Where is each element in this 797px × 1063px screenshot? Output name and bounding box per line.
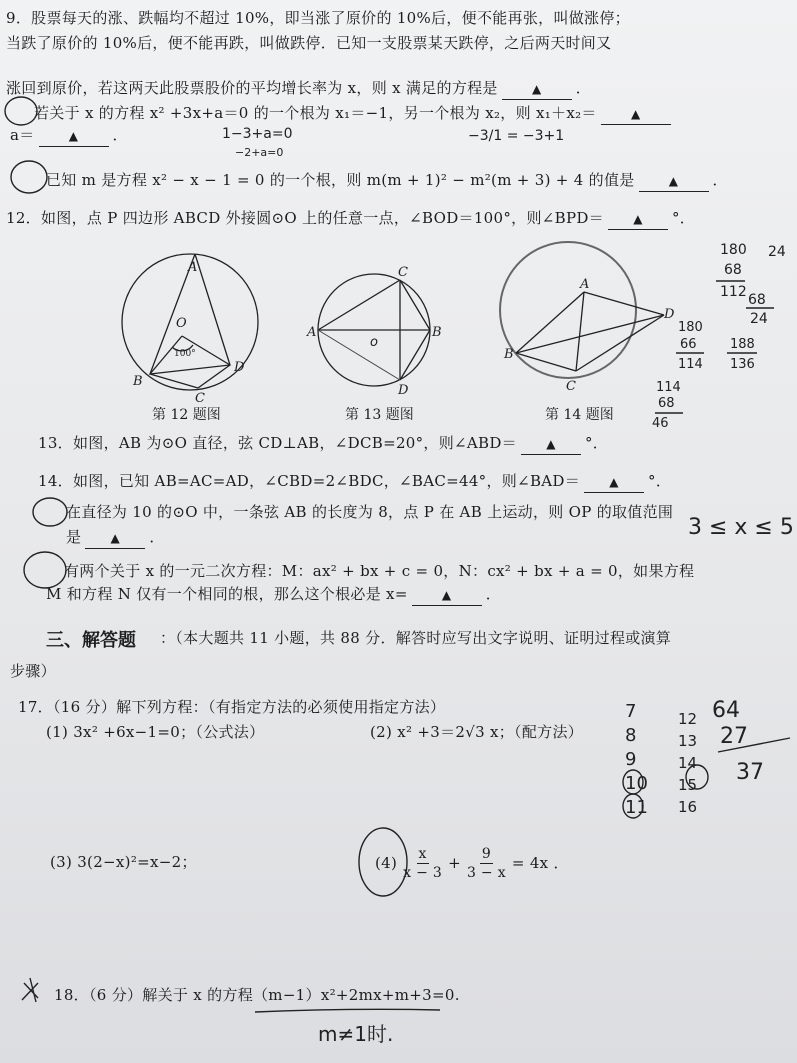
pen-marks	[5, 97, 790, 1012]
hw-list-col1	[625, 700, 648, 820]
blank-mark: ▲	[609, 475, 619, 489]
fig13-ad	[318, 330, 400, 380]
fig13-label-a: A	[307, 325, 317, 340]
q12-text: 12．如图，点 P 四边形 ABCD 外接圆⊙O 上的任意一点，∠BOD＝100°，则∠BPD＝	[6, 209, 604, 227]
fig12-angle-label: 100°	[174, 349, 196, 359]
fig14-label-a: A	[580, 277, 590, 292]
fig12-label-d: D	[234, 360, 245, 375]
hw-list-item: 13	[678, 732, 698, 750]
hw-list-item: 16	[678, 798, 698, 816]
fig14-hand-circle	[500, 242, 636, 378]
figure-14	[500, 242, 664, 378]
fig13-cb	[400, 280, 430, 330]
section3-title: 三、解答题	[46, 630, 136, 651]
hw-list-item: 8	[625, 725, 637, 746]
section3-desc1: ：（本大题共 11 小题，共 88 分．解答时应写出文字说明、证明过程或演算	[160, 629, 672, 647]
fig14-caption: 第 14 题图	[545, 407, 614, 423]
fig12-label-b: B	[133, 374, 143, 389]
fig14-label-d: D	[664, 307, 675, 322]
hw-list-item: 12	[678, 710, 698, 728]
hw-sum2: 27	[720, 724, 748, 749]
hw-right-mid6: 114	[656, 380, 681, 395]
blank-mark: ▲	[633, 212, 643, 226]
fig13-label-o: o	[370, 335, 378, 350]
fig14-label-c: C	[566, 379, 576, 394]
q16-end: ．	[485, 585, 501, 603]
hw-q18-note: m≠1时.	[318, 1022, 394, 1046]
fig12-caption: 第 12 题图	[152, 407, 221, 423]
fig14-ad	[584, 292, 664, 315]
fig13-bd	[400, 330, 430, 380]
q12-end: °．	[671, 209, 696, 227]
hw-list-col2	[678, 708, 697, 818]
fig13-caption: 第 13 题图	[345, 407, 414, 423]
q15-pre: 是	[66, 528, 82, 546]
q17p4-circle-mark	[359, 828, 407, 896]
hw-list-item: 9	[625, 749, 637, 770]
hw-right-mid7: 68	[658, 396, 675, 411]
hw-sum1: 64	[712, 698, 740, 723]
hw-list-item: 15	[678, 776, 698, 794]
fig13-label-d: D	[398, 383, 409, 398]
q18-line: 18．（6 分）解关于 x 的方程（m−1）x²+2mx+m+3=0.	[54, 986, 460, 1004]
q18-underline	[255, 1009, 440, 1012]
blank-mark: ▲	[110, 531, 121, 545]
blank-mark: ▲	[68, 129, 79, 143]
q17-part2: (2) x² +3＝2√3 x；（配方法）	[370, 723, 584, 741]
q16-line1: 有两个关于 x 的一元二次方程：M：ax² + bx + c = 0，N：cx² + bx + a = 0，如果方程	[64, 562, 695, 580]
hw-right-mid8: 46	[652, 416, 669, 431]
blank-mark: ▲	[531, 82, 542, 96]
hw-right-mid5: 136	[730, 357, 755, 372]
hw-q10-work2: −2+a=0	[235, 146, 284, 159]
q14-text: 14．如图，已知 AB=AC=AD，∠CBD=2∠BDC，∠BAC=44°，则∠BAD＝	[38, 472, 581, 490]
hw-right-top2: 68	[724, 262, 742, 278]
q9-line2: 当跌了原价的 10%后，便不能再跌，叫做跌停．已知一支股票某天跌停，之后两天时间又	[6, 34, 612, 52]
q13-text: 13．如图，AB 为⊙O 直径，弦 CD⊥AB，∠DCB=20°，则∠ABD＝	[38, 434, 517, 452]
hw-q15-answer: 3 ≤ x ≤ 5	[688, 515, 794, 540]
hw-q10-work3: −3/1 = −3+1	[468, 128, 565, 144]
q10-a-label: a＝	[10, 126, 35, 144]
hw-right-mid3: 114	[678, 357, 703, 372]
hw-right-top5: 68	[748, 292, 766, 308]
hw-right-top1: 180	[720, 242, 747, 258]
fig14-label-b: B	[504, 347, 514, 362]
q11-text: 已知 m 是方程 x² − x − 1 = 0 的一个根，则 m(m + 1)² − m²(m + 3) + 4 的值是	[46, 171, 635, 189]
q17-part4-label: (4)	[375, 854, 398, 872]
fig14-bd	[516, 315, 664, 353]
fraction-1-num: x	[418, 845, 427, 862]
q10-circle-mark	[5, 97, 37, 125]
hw-sum3: 37	[736, 760, 764, 785]
q9-line1: 9．股票每天的涨、跌幅均不超过 10%，即当涨了原价的 10%后，便不能再张，叫做涨停；	[6, 9, 630, 27]
fig14-ac	[576, 292, 584, 371]
fig14-cd	[576, 315, 664, 371]
q14-end: °．	[648, 472, 672, 490]
hw-q10-work1: 1−3+a=0	[222, 126, 293, 142]
hw-list-item: 10	[625, 773, 648, 794]
hw-list-item: 14	[678, 754, 698, 772]
q10-line1-text: 若关于 x 的方程 x² +3x+a＝0 的一个根为 x₁＝−1，另一个根为 x₂，则 x₁＋x₂＝	[34, 104, 597, 122]
q16-circle-mark	[24, 552, 66, 588]
q16-pre: M 和方程 N 仅有一个相同的根，那么这个根必是 x=	[46, 585, 408, 603]
plus-sign: +	[448, 854, 461, 872]
hw-right-top4: 24	[768, 244, 786, 260]
hw-list-item: 7	[625, 701, 637, 722]
hw-list-item: 11	[625, 797, 648, 818]
hw-right-top6: 24	[750, 311, 768, 327]
blank-mark: ▲	[441, 588, 452, 602]
q9-end: ．	[575, 79, 592, 97]
hw-right-mid4: 188	[730, 337, 755, 352]
blank-mark: ▲	[546, 437, 556, 451]
q15-circle-mark	[33, 498, 67, 526]
blank-mark: ▲	[630, 107, 641, 121]
fig13-label-b: B	[432, 325, 442, 340]
q13-end: °．	[584, 434, 609, 452]
q11-circle-mark	[11, 161, 47, 193]
q15-end: ．	[149, 528, 165, 546]
hw-right-mid2: 66	[680, 337, 697, 352]
fraction-1-den: x − 3	[403, 864, 443, 881]
q17-part1: (1) 3x² +6x−1=0；（公式法）	[46, 723, 265, 741]
q11-end: ．	[712, 171, 728, 189]
q10-end: ．	[112, 126, 128, 144]
fraction-2-den: 3 − x	[466, 864, 506, 881]
q18-cross-mark	[22, 978, 38, 1002]
q17-part4-rhs: = 4x ．	[511, 854, 569, 872]
fig13-ac	[318, 280, 400, 330]
hw-right-top3: 112	[720, 284, 747, 300]
blank-mark: ▲	[668, 174, 679, 188]
q17-part3: (3) 3(2−x)²=x−2；	[50, 853, 197, 871]
hw-right-mid1: 180	[678, 320, 703, 335]
q15-line1: 在直径为 10 的⊙O 中，一条弦 AB 的长度为 8，点 P 在 AB 上运动，则 OP 的取值范围	[66, 503, 674, 521]
fig12-label-c: C	[195, 391, 205, 406]
figure-13	[318, 274, 430, 386]
section3-desc2: 步骤）	[10, 662, 56, 680]
q9-line3-text: 涨回到原价，若这两天此股票股价的平均增长率为 x，则 x 满足的方程是	[6, 79, 498, 97]
fig12-label-a: A	[188, 260, 198, 275]
fig13-label-c: C	[398, 265, 408, 280]
fraction-2-num: 9	[481, 845, 492, 862]
fig12-label-o: O	[176, 316, 187, 331]
q17-head: 17．（16 分）解下列方程：（有指定方法的必须使用指定方法）	[18, 698, 446, 716]
